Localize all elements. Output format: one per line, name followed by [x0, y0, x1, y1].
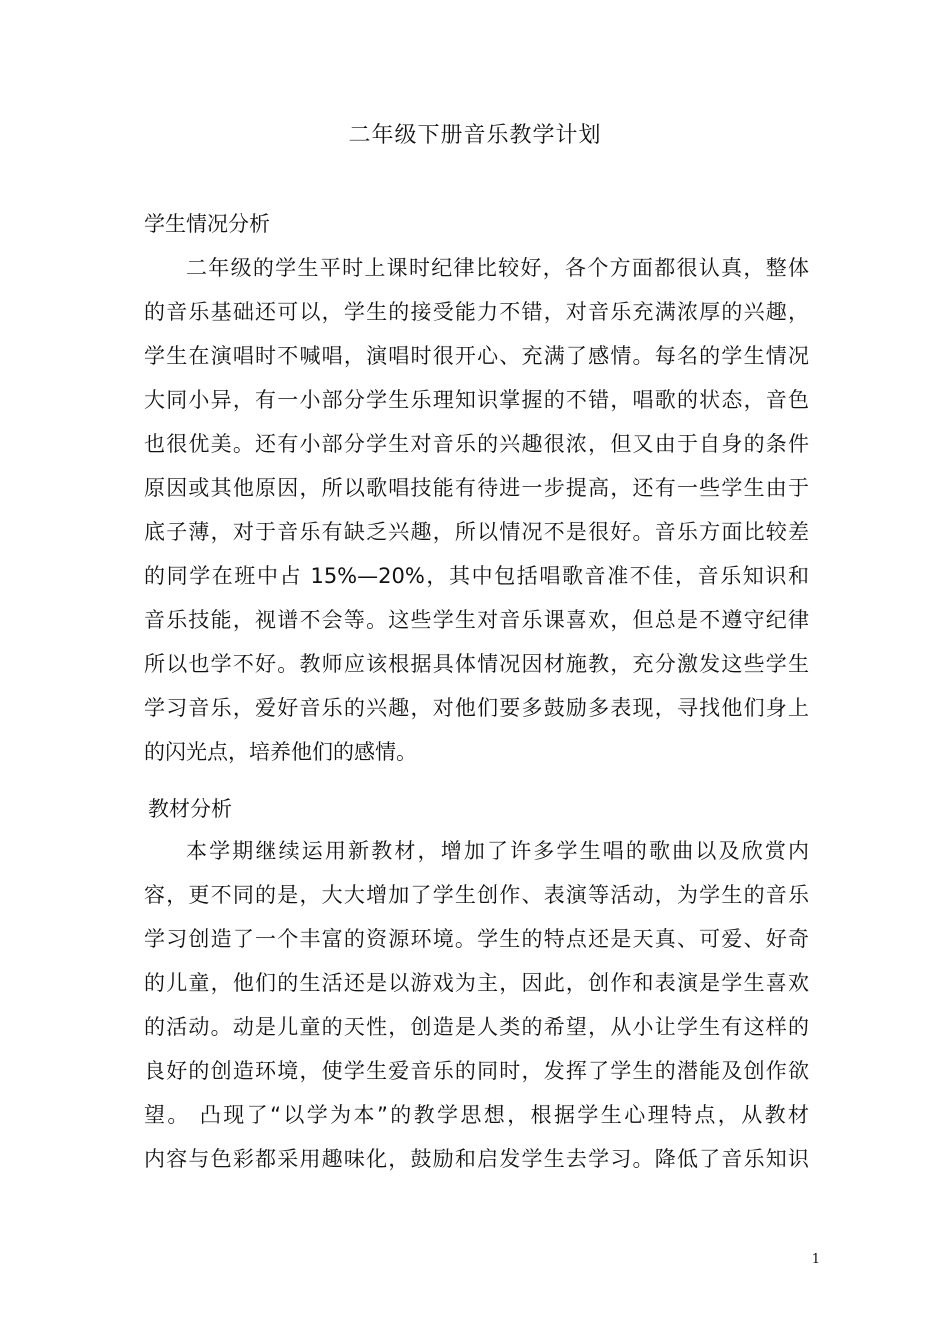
page-number: 1 — [811, 1252, 820, 1267]
text-line: 二年级的学生平时上课时纪律比较好，各个方面都很认真，整体 — [186, 256, 809, 280]
text-line: 的闪光点，培养他们的感情。 — [144, 740, 417, 764]
text-line: 大同小异，有一小部分学生乐理知识掌握的不错，唱歌的状态，音色 — [144, 388, 809, 412]
text-line: 学生在演唱时不喊唱，演唱时很开心、充满了感情。每名的学生情况 — [144, 344, 809, 368]
paragraph-student-analysis — [144, 246, 809, 774]
section-heading-textbook-analysis: 教材分析 — [148, 797, 232, 821]
text-line: 原因或其他原因，所以歌唱技能有待进一步提高，还有一些学生由于 — [144, 476, 809, 500]
text-line: 学习音乐，爱好音乐的兴趣，对他们要多鼓励多表现，寻找他们身上 — [144, 696, 809, 720]
text-line: 的同学在班中占 15%—20%，其中包括唱歌音准不佳，音乐知识和 — [144, 564, 809, 588]
text-line: 的儿童，他们的生活还是以游戏为主，因此，创作和表演是学生喜欢 — [144, 971, 809, 995]
text-line: 也很优美。还有小部分学生对音乐的兴趣很浓，但又由于自身的条件 — [144, 432, 809, 456]
text-line: 的音乐基础还可以，学生的接受能力不错，对音乐充满浓厚的兴趣， — [144, 300, 809, 324]
paragraph-textbook-analysis — [144, 829, 809, 1181]
text-line: 所以也学不好。教师应该根据具体情况因材施教，充分激发这些学生 — [144, 652, 809, 676]
text-line: 内容与色彩都采用趣味化，鼓励和启发学生去学习。降低了音乐知识 — [144, 1147, 809, 1171]
text-line: 望。 凸现了“以学为本”的教学思想，根据学生心理特点，从教材 — [144, 1103, 809, 1127]
text-line: 容，更不同的是，大大增加了学生创作、表演等活动，为学生的音乐 — [144, 883, 809, 907]
text-line: 音乐技能，视谱不会等。这些学生对音乐课喜欢，但总是不遵守纪律 — [144, 608, 809, 632]
document-title: 二年级下册音乐教学计划 — [348, 123, 602, 148]
text-line: 底子薄，对于音乐有缺乏兴趣，所以情况不是很好。音乐方面比较差 — [144, 520, 809, 544]
section-heading-student-analysis: 学生情况分析 — [144, 212, 270, 236]
text-line: 良好的创造环境，使学生爱音乐的同时，发挥了学生的潜能及创作欲 — [144, 1059, 809, 1083]
text-line: 的活动。动是儿童的天性，创造是人类的希望，从小让学生有这样的 — [144, 1015, 809, 1039]
text-line: 本学期继续运用新教材，增加了许多学生唱的歌曲以及欣赏内 — [186, 839, 809, 863]
text-line: 学习创造了一个丰富的资源环境。学生的特点还是天真、可爱、好奇 — [144, 927, 809, 951]
